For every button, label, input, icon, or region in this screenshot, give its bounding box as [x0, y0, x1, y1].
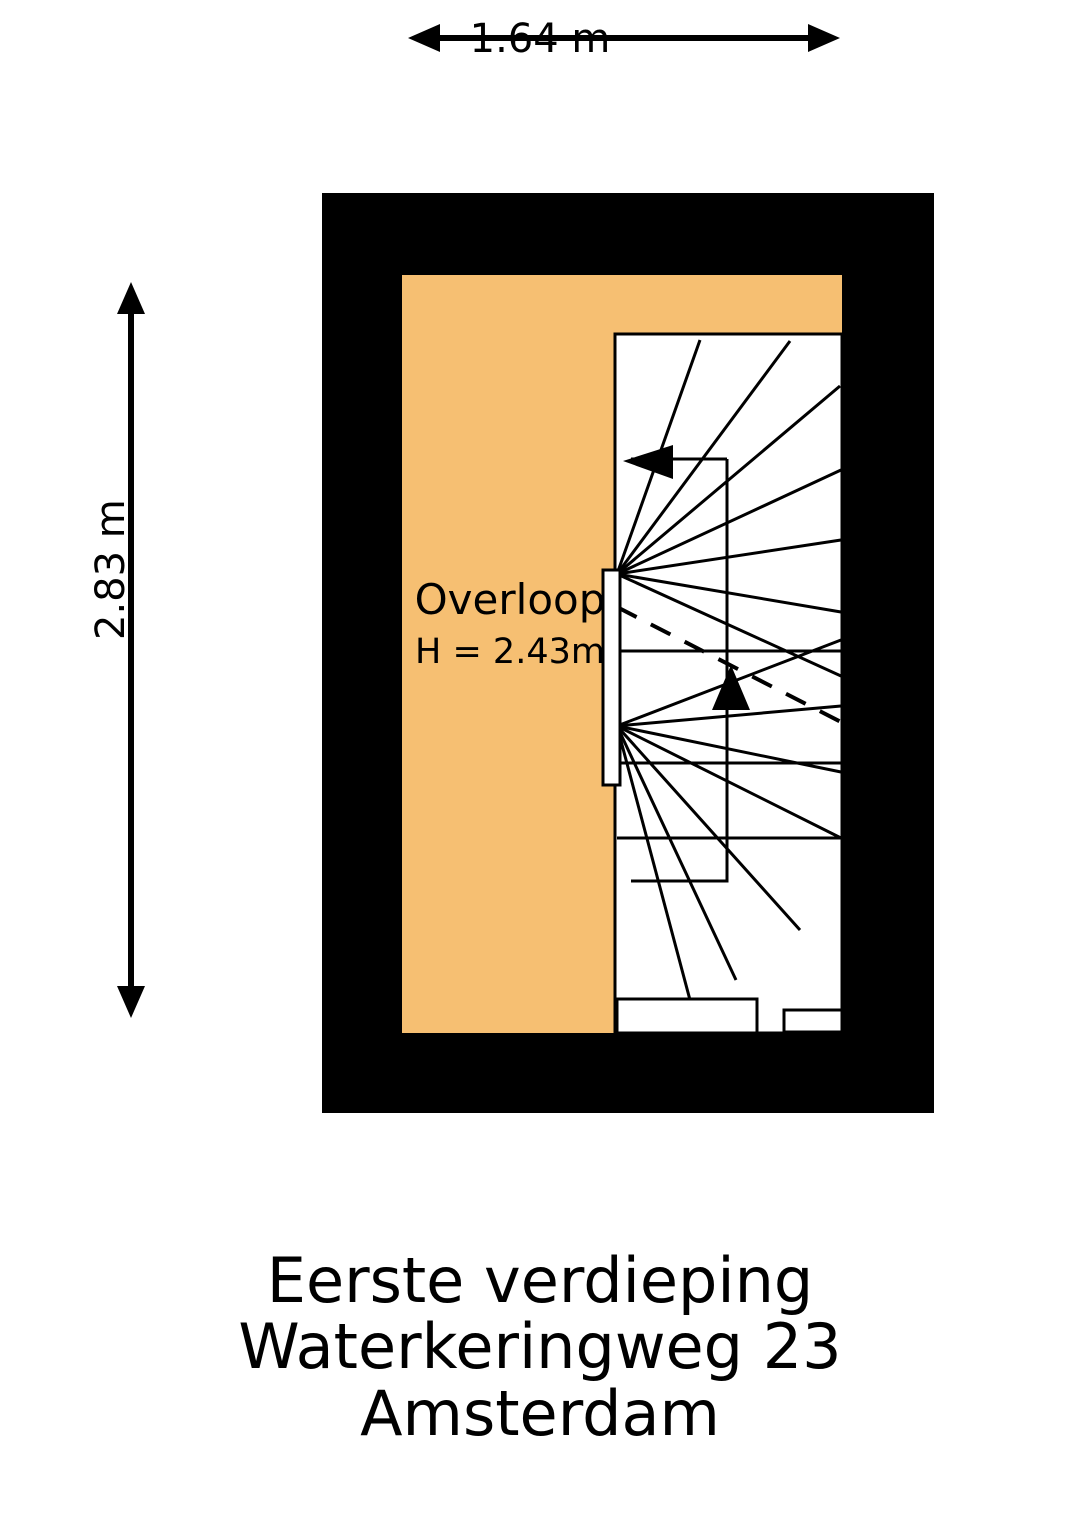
caption-line-floor: Eerste verdieping — [266, 1244, 814, 1317]
floorplan-caption — [0, 1244, 1080, 1450]
room-name-label: Overloop — [414, 575, 606, 624]
caption-line-city: Amsterdam — [360, 1376, 720, 1450]
dimension-height-label: 2.83 m — [88, 499, 134, 640]
caption-line-address: Waterkeringweg 23 — [238, 1310, 842, 1384]
room-height-label: H = 2.43m — [415, 632, 605, 672]
dimension-width-label: 1.64 m — [469, 16, 611, 62]
window-small — [784, 1010, 842, 1032]
window-large — [617, 999, 757, 1033]
double-arrow-vertical-icon — [117, 282, 145, 1018]
